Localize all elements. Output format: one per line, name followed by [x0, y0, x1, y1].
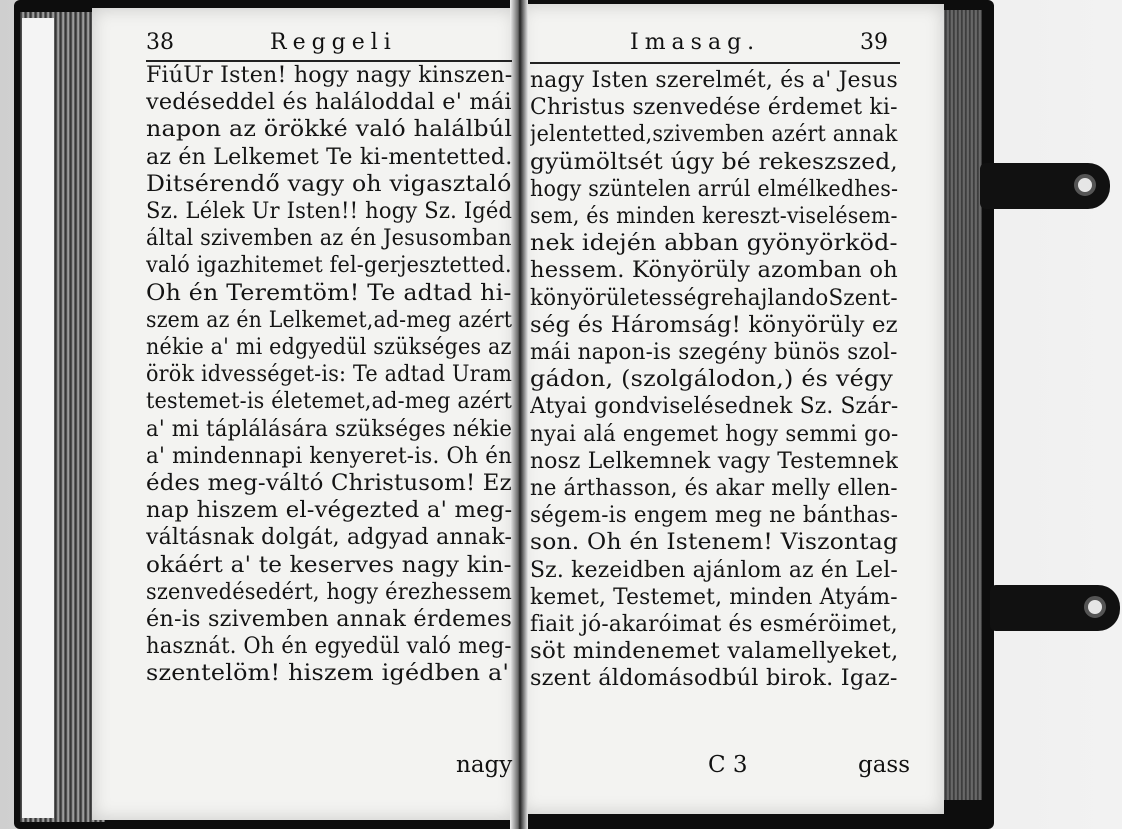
text-line: örök idvességet-is: Te adtad Uram [146, 361, 512, 388]
text-line: gyümöltsét úgy bé rekeszszed, [530, 148, 898, 175]
text-line: ne árthasson, és akar melly ellen- [530, 475, 898, 502]
text-line: FiúUr Isten! hogy nagy kinszen- [146, 62, 512, 88]
text-line: napon az örökké való halálbúl [146, 116, 512, 143]
text-line: kemet, Testemet, minden Atyám- [530, 583, 898, 610]
clasp-top-icon [980, 163, 1110, 209]
text-line: én-is szivemben annak érdemes [146, 606, 512, 633]
text-line: szent áldomásodbúl birok. Igaz- [530, 665, 898, 692]
text-line: fiait jó-akaróimat és esméröimet, [530, 611, 898, 638]
signature-mark: C 3 [708, 752, 748, 778]
left-page-number: 38 [146, 30, 174, 55]
text-line: nap hiszem el-végezted a' meg- [146, 497, 512, 524]
text-line: jelentetted,szivemben azért annak [530, 121, 898, 148]
text-line: édes meg-váltó Christusom! Ez [146, 470, 512, 497]
right-page-number: 39 [860, 30, 888, 55]
text-line: hogy szüntelen arrúl elmélkedhes- [530, 175, 898, 202]
text-line: szentelöm! hiszem igédben a' [146, 660, 510, 687]
text-line: nékie a' mi edgyedül szükséges az [146, 334, 512, 361]
right-page-text [530, 67, 898, 693]
text-line: Sz. kezeidben ajánlom az én Lel- [530, 556, 898, 583]
text-line: a' mi táplálására szükséges nékie [146, 415, 512, 442]
text-line: nosz Lelkemnek vagy Testemnek [530, 447, 898, 474]
clasp-hole-icon [1084, 596, 1106, 618]
text-line: nek idején abban gyönyörköd- [530, 230, 898, 257]
text-line: ség és Háromság! könyörüly ez [530, 311, 898, 338]
left-page-edges-light [22, 18, 54, 818]
text-line: által szivemben az én Jesusomban [146, 225, 512, 252]
text-line: váltásnak dolgát, adgyad annak- [146, 524, 512, 551]
text-line: könyörületességrehajlandoSzent- [530, 284, 898, 311]
text-line: nagy Isten szerelmét, és a' Jesus [530, 67, 898, 93]
text-line: vedéseddel és haláloddal e' mái [146, 89, 512, 116]
clasp-bottom-icon [990, 585, 1120, 631]
book-gutter [510, 0, 528, 829]
text-line: sem, és minden kereszt-viselésem- [530, 203, 898, 230]
text-line: mái napon-is szegény bünös szol- [530, 339, 898, 366]
clasp-hole-icon [1074, 174, 1096, 196]
text-line: való igazhitemet fel-gerjesztetted. [146, 252, 512, 279]
right-catchword: gass [858, 752, 911, 778]
text-line: az én Lelkemet Te ki-mentetted. [146, 143, 512, 170]
right-header-rule [530, 62, 900, 64]
text-line: okáért a' te keserves nagy kin- [146, 551, 512, 578]
text-line: a' mindennapi kenyeret-is. Oh én [146, 442, 512, 469]
text-line: hasznát. Oh én egyedül való meg- [146, 633, 512, 660]
text-line: szem az én Lelkemet,ad-meg azért [146, 306, 512, 333]
text-line: hessem. Könyörüly azomban oh [530, 257, 898, 284]
text-line: testemet-is életemet,ad-meg azért [146, 388, 512, 415]
right-running-head: Imasag. [630, 30, 761, 55]
left-page-text [146, 62, 512, 688]
text-line: Sz. Lélek Ur Isten!! hogy Sz. Igéd [146, 198, 512, 225]
text-line: Atyai gondviselésednek Sz. Szár- [530, 393, 898, 420]
text-line: son. Oh én Istenem! Viszontag [530, 529, 898, 556]
text-line: Christus szenvedése érdemet ki- [530, 94, 898, 121]
left-running-head: Reggeli [270, 30, 397, 55]
text-line: söt mindenemet valamellyeket, [530, 638, 898, 665]
left-catchword: nagy [456, 752, 513, 778]
text-line: Oh én Teremtöm! Te adtad hi- [146, 279, 512, 306]
text-line: ségem-is engem meg ne bánthas- [530, 502, 898, 529]
text-line: Ditsérendő vagy oh vigasztaló [146, 170, 512, 197]
text-line: szenvedésedért, hogy érezhessem [146, 578, 512, 605]
text-line: nyai alá engemet hogy semmi go- [530, 420, 898, 447]
text-line: gádon, (szolgálodon,) és végy [530, 366, 894, 393]
